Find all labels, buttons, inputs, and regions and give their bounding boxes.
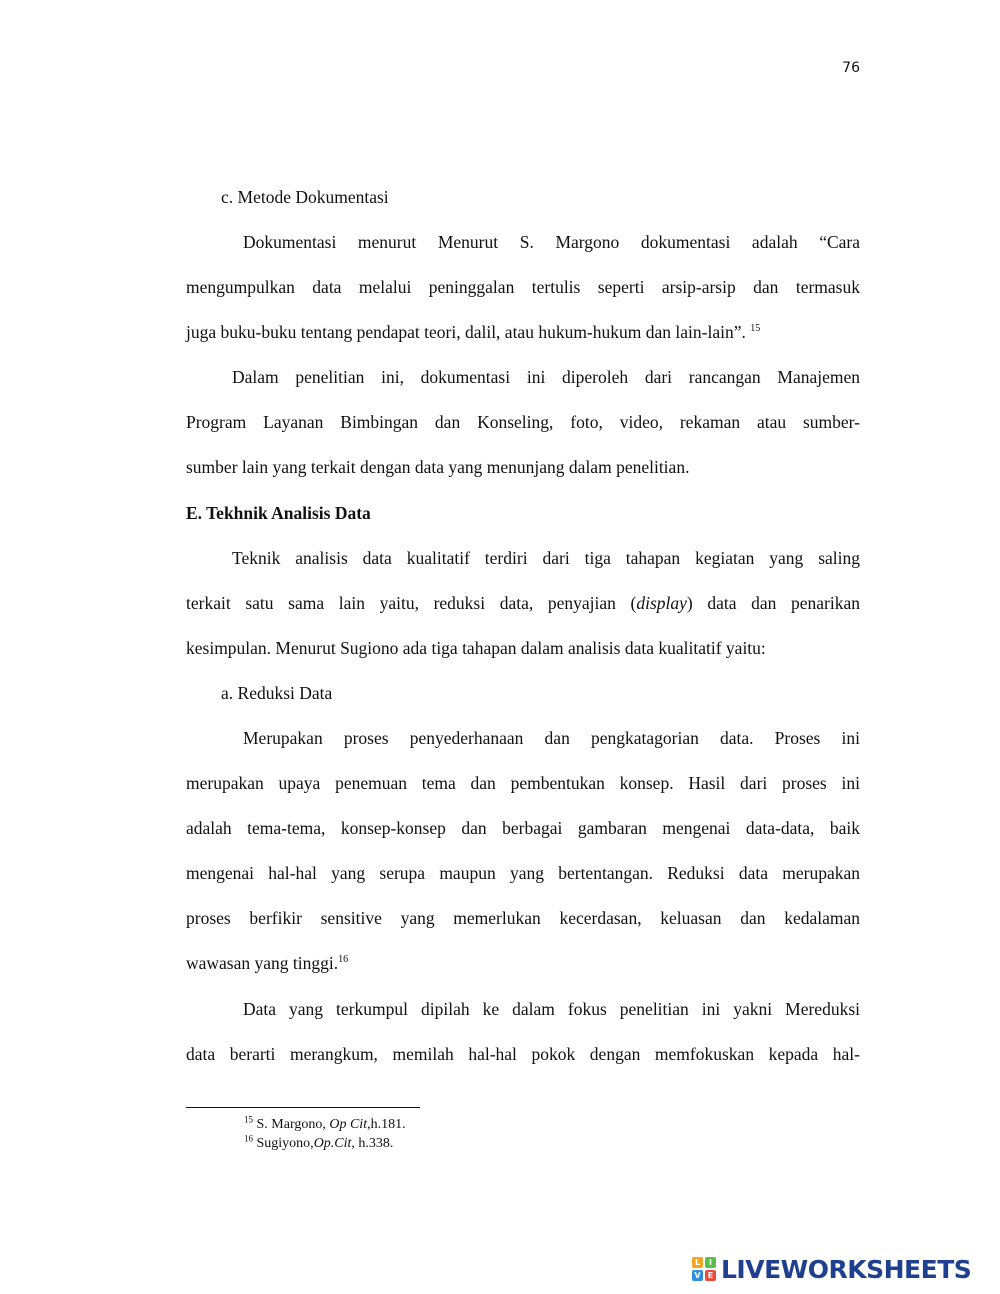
paragraph-line: Teknik analisis data kualitatif terdiri dari tiga tahapan kegiatan yang saling — [232, 548, 860, 568]
page-number: 76 — [842, 60, 860, 76]
logo-letter: V — [692, 1270, 703, 1281]
paragraph-line: data berarti merangkum, memilah hal-hal pokok dengan memfokuskan kepada hal- — [186, 1044, 860, 1064]
paragraph-line: Program Layanan Bimbingan dan Konseling, foto, video, rekaman atau sumber- — [186, 412, 860, 432]
paragraph-line: sumber lain yang terkait dengan data yang menunjang dalam penelitian. — [186, 457, 690, 477]
section-heading-metode-dokumentasi: c. Metode Dokumentasi — [221, 187, 389, 207]
footnote-separator — [186, 1107, 420, 1108]
footnote-ref-15: 15 — [750, 323, 761, 335]
paragraph-line: proses berfikir sensitive yang memerlukan kecerdasan, keluasan dan kedalaman — [186, 908, 860, 928]
footnote-15: $^{15}$ S. Margono, Op Cit,h.181. — [244, 1114, 406, 1132]
paragraph-line: juga buku-buku tentang pendapat teori, dalil, atau hukum-hukum dan lain-lain”. $^{15}$ — [186, 322, 761, 342]
paragraph-line: Dalam penelitian ini, dokumentasi ini diperoleh dari rancangan Manajemen — [232, 367, 860, 387]
logo-letter: E — [705, 1270, 716, 1281]
paragraph-line: adalah tema-tema, konsep-konsep dan berbagai gambaran mengenai data-data, baik — [186, 818, 860, 838]
footnote-16: $^{16}$ Sugiyono,Op.Cit, h.338. — [244, 1133, 394, 1151]
liveworksheets-icon — [692, 1257, 716, 1281]
footnote-ref-16: 16 — [338, 954, 349, 966]
logo-letter: I — [705, 1257, 716, 1268]
liveworksheets-logo — [692, 1254, 971, 1284]
paragraph-line: terkait satu sama lain yaitu, reduksi data, penyajian (display) data dan penarikan — [186, 593, 860, 613]
logo-letter: L — [692, 1257, 703, 1268]
paragraph-line: Merupakan proses penyederhanaan dan pengkatagorian data. Proses ini — [243, 728, 860, 748]
paragraph-line: Data yang terkumpul dipilah ke dalam fokus penelitian ini yakni Mereduksi — [243, 999, 860, 1019]
paragraph-line: wawasan yang tinggi.$^{16}$ — [186, 953, 349, 973]
section-heading-reduksi-data: a. Reduksi Data — [221, 683, 333, 703]
paragraph-line: kesimpulan. Menurut Sugiono ada tiga tahapan dalam analisis data kualitatif yaitu: — [186, 638, 766, 658]
italic-term: display — [636, 593, 687, 613]
paragraph-line: merupakan upaya penemuan tema dan pembentukan konsep. Hasil dari proses ini — [186, 773, 860, 793]
brand-name: LIVEWORKSHEETS — [721, 1254, 972, 1284]
section-heading-teknik-analisis-data: E. Tekhnik Analisis Data — [186, 503, 371, 523]
paragraph-line: Dokumentasi menurut Menurut S. Margono dokumentasi adalah “Cara — [243, 232, 860, 252]
paragraph-line: mengumpulkan data melalui peninggalan tertulis seperti arsip-arsip dan termasuk — [186, 277, 860, 297]
paragraph-line: mengenai hal-hal yang serupa maupun yang bertentangan. Reduksi data merupakan — [186, 863, 860, 883]
